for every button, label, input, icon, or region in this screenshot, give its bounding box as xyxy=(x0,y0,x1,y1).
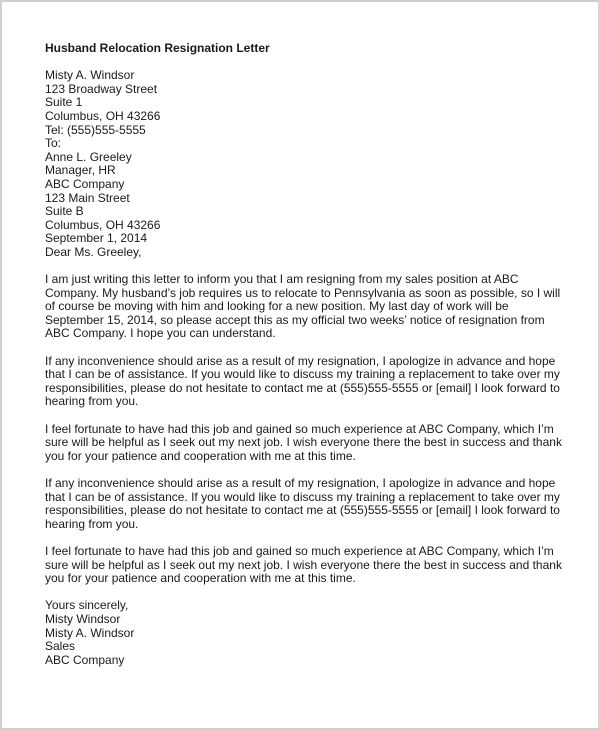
closing-line: ABC Company xyxy=(45,652,125,667)
paragraph-line: I feel fortunate to have had this job and gained so much experience at ABC Company, which I’m xyxy=(45,421,554,436)
paragraph-line: sure will be helpful as I seek out my next job. I wish everyone there the best in success and thank xyxy=(45,557,562,572)
closing-line: Misty A. Windsor xyxy=(45,625,135,640)
paragraph-line: of course be moving with him and looking for a new position. My last day of work will be xyxy=(45,299,509,314)
paragraph-line: hearing from you. xyxy=(45,516,139,531)
paragraph-line: you for your patience and cooperation with me at this time. xyxy=(45,571,356,586)
paragraph-line: hearing from you. xyxy=(45,394,139,409)
recipient-address xyxy=(45,151,575,233)
recipient-line: Columbus, OH 43266 xyxy=(45,217,161,232)
body-paragraph xyxy=(45,273,575,341)
paragraph-line: you for your patience and cooperation with me at this time. xyxy=(45,448,356,463)
body-paragraph xyxy=(45,545,575,586)
sender-address xyxy=(45,69,575,137)
closing-line: Yours sincerely, xyxy=(45,598,129,613)
paragraph-line: that I can be of assistance. If you would like to discuss my training a replacement to take over my xyxy=(45,489,560,504)
closing-block xyxy=(45,599,575,667)
paragraph-line: Company. My husband’s job requires us to relocate to Pennsylvania as soon as possible, so I will xyxy=(45,285,561,300)
sender-line: 123 Broadway Street xyxy=(45,81,158,96)
paragraph-line: September 15, 2014, so please accept this as my official two weeks’ notice of resignation from xyxy=(45,312,545,327)
recipient-line: Manager, HR xyxy=(45,163,116,178)
recipient-line: Anne L. Greeley xyxy=(45,149,132,164)
closing-line: Sales xyxy=(45,639,76,654)
body-paragraph xyxy=(45,477,575,531)
recipient-line: 123 Main Street xyxy=(45,190,130,205)
letter-content xyxy=(45,42,575,667)
letter-date: September 1, 2014 xyxy=(45,231,148,246)
paragraph-line: sure will be helpful as I seek out my next job. I wish everyone there the best in success and thank xyxy=(45,435,562,450)
paragraph-line: I am just writing this letter to inform you that I am resigning from my sales position at ABC xyxy=(45,272,519,287)
body-paragraph xyxy=(45,355,575,409)
sender-line: Tel: (555)555-5555 xyxy=(45,122,146,137)
recipient-line: ABC Company xyxy=(45,176,125,191)
letter-title: Husband Relocation Resignation Letter xyxy=(45,41,270,55)
paragraph-line: that I can be of assistance. If you would like to discuss my training a replacement to take over my xyxy=(45,367,560,382)
paragraph-line: responsibilities, please do not hesitate to contact me at (555)555-5555 or [email] I look forward to xyxy=(45,503,560,518)
recipient-line: Suite B xyxy=(45,204,84,219)
paragraph-line: responsibilities, please do not hesitate to contact me at (555)555-5555 or [email] I look forward to xyxy=(45,380,560,395)
sender-line: Columbus, OH 43266 xyxy=(45,108,161,123)
sender-line: Suite 1 xyxy=(45,95,83,110)
header-block xyxy=(45,69,575,259)
paragraph-line: If any inconvenience should arise as a result of my resignation, I apologize in advance and hope xyxy=(45,353,556,368)
paragraph-line: I feel fortunate to have had this job and gained so much experience at ABC Company, which I’m xyxy=(45,543,554,558)
to-label: To: xyxy=(45,136,62,151)
closing-line: Misty Windsor xyxy=(45,611,121,626)
letter-body xyxy=(45,273,575,586)
body-paragraph xyxy=(45,423,575,464)
paragraph-line: ABC Company. I hope you can understand. xyxy=(45,326,276,341)
salutation: Dear Ms. Greeley, xyxy=(45,244,142,259)
sender-line: Misty A. Windsor xyxy=(45,68,135,83)
paragraph-line: If any inconvenience should arise as a result of my resignation, I apologize in advance and hope xyxy=(45,476,556,490)
